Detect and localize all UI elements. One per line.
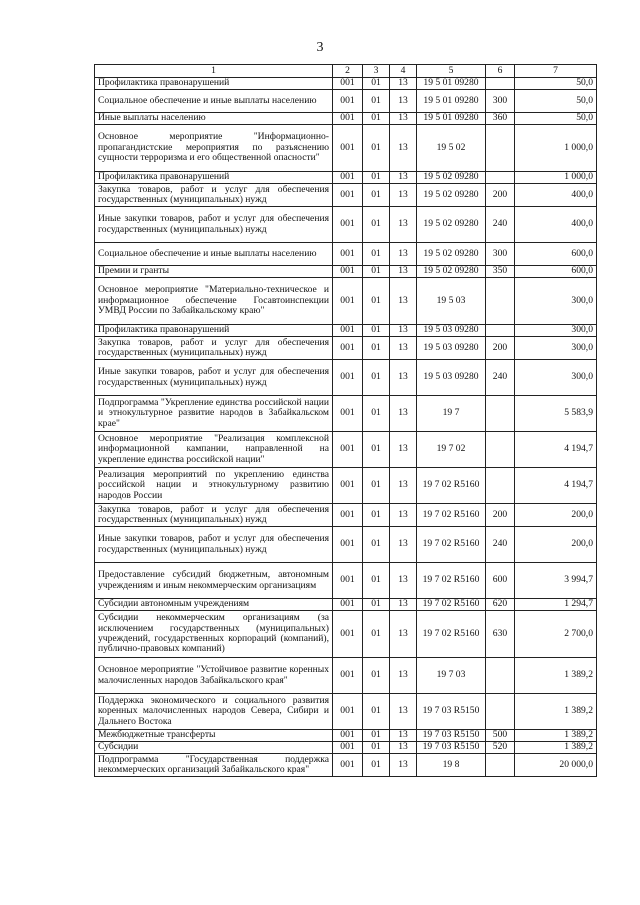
subsection-cell: 13: [390, 184, 417, 207]
table-row: [95, 184, 597, 207]
subsection-cell: 13: [390, 527, 417, 563]
amount-cell: 5 583,9: [515, 396, 597, 432]
section-cell: 01: [363, 599, 390, 611]
expense-type-cell: 620: [486, 599, 515, 611]
row-name-cell: Основное мероприятие "Материально-техническое и информационное обеспечение Госавтоинспекции УМВД России по Забайкальскому краю": [95, 278, 333, 325]
section-cell: 01: [363, 694, 390, 730]
header-cell: 4: [390, 65, 417, 78]
target-article-cell: 19 5 03 09280: [417, 325, 486, 337]
subsection-cell: 13: [390, 172, 417, 184]
subsection-cell: 13: [390, 563, 417, 599]
target-article-cell: 19 5 01 09280: [417, 78, 486, 90]
target-article-cell: 19 7 02 R5160: [417, 468, 486, 504]
row-name-cell: Закупка товаров, работ и услуг для обеспечения государственных (муниципальных) нужд: [95, 504, 333, 527]
target-article-cell: 19 7 03 R5150: [417, 730, 486, 742]
table-row: [95, 337, 597, 360]
expense-type-cell: 350: [486, 266, 515, 278]
code-cell: 001: [333, 266, 363, 278]
subsection-cell: 13: [390, 78, 417, 90]
table-row: [95, 125, 597, 172]
code-cell: 001: [333, 113, 363, 125]
amount-cell: 50,0: [515, 78, 597, 90]
row-name-cell: Закупка товаров, работ и услуг для обеспечения государственных (муниципальных) нужд: [95, 184, 333, 207]
table-row: [95, 694, 597, 730]
section-cell: 01: [363, 113, 390, 125]
expense-type-cell: [486, 325, 515, 337]
code-cell: 001: [333, 694, 363, 730]
table-row: [95, 266, 597, 278]
code-cell: 001: [333, 78, 363, 90]
target-article-cell: 19 5 02 09280: [417, 172, 486, 184]
table-row: [95, 207, 597, 243]
row-name-cell: Субсидии автономным учреждениям: [95, 599, 333, 611]
table-row: [95, 90, 597, 113]
table-header-row: [95, 65, 597, 78]
section-cell: 01: [363, 172, 390, 184]
code-cell: 001: [333, 599, 363, 611]
amount-cell: 1 294,7: [515, 599, 597, 611]
row-name-cell: Основное мероприятие "Информационно-пропагандистские мероприятия по разъяснению сущности терроризма и его общественной опасности": [95, 125, 333, 172]
subsection-cell: 13: [390, 125, 417, 172]
expense-type-cell: [486, 125, 515, 172]
row-name-cell: Социальное обеспечение и иные выплаты населению: [95, 90, 333, 113]
subsection-cell: 13: [390, 754, 417, 777]
amount-cell: 400,0: [515, 207, 597, 243]
subsection-cell: 13: [390, 468, 417, 504]
subsection-cell: 13: [390, 432, 417, 468]
expense-type-cell: [486, 396, 515, 432]
section-cell: 01: [363, 360, 390, 396]
row-name-cell: Субсидии некоммерческим организациям (за исключением государственных (муниципальных) учреждений, государственных корпораций (компаний), публично-правовых компаний): [95, 611, 333, 658]
row-name-cell: Закупка товаров, работ и услуг для обеспечения государственных (муниципальных) нужд: [95, 337, 333, 360]
table-row: [95, 113, 597, 125]
subsection-cell: 13: [390, 504, 417, 527]
section-cell: 01: [363, 396, 390, 432]
table-row: [95, 730, 597, 742]
subsection-cell: 13: [390, 730, 417, 742]
target-article-cell: 19 5 03 09280: [417, 360, 486, 396]
code-cell: 001: [333, 337, 363, 360]
section-cell: 01: [363, 78, 390, 90]
amount-cell: 1 000,0: [515, 125, 597, 172]
row-name-cell: Иные закупки товаров, работ и услуг для обеспечения государственных (муниципальных) нужд: [95, 207, 333, 243]
target-article-cell: 19 7 02 R5160: [417, 611, 486, 658]
page-number: 3: [316, 40, 324, 55]
table-row: [95, 742, 597, 754]
section-cell: 01: [363, 278, 390, 325]
code-cell: 001: [333, 563, 363, 599]
amount-cell: 600,0: [515, 243, 597, 266]
code-cell: 001: [333, 468, 363, 504]
row-name-cell: Подпрограмма "Укрепление единства российской нации и этнокультурное развитие народов в Забайкальском крае": [95, 396, 333, 432]
amount-cell: 20 000,0: [515, 754, 597, 777]
section-cell: 01: [363, 184, 390, 207]
code-cell: 001: [333, 207, 363, 243]
subsection-cell: 13: [390, 113, 417, 125]
target-article-cell: 19 5 02 09280: [417, 184, 486, 207]
subsection-cell: 13: [390, 243, 417, 266]
table-row: [95, 504, 597, 527]
amount-cell: 4 194,7: [515, 468, 597, 504]
row-name-cell: Профилактика правонарушений: [95, 172, 333, 184]
amount-cell: 1 389,2: [515, 742, 597, 754]
expense-type-cell: 360: [486, 113, 515, 125]
section-cell: 01: [363, 527, 390, 563]
header-cell: 1: [95, 65, 333, 78]
amount-cell: 1 389,2: [515, 730, 597, 742]
amount-cell: 50,0: [515, 90, 597, 113]
target-article-cell: 19 7 02 R5160: [417, 504, 486, 527]
amount-cell: 1 000,0: [515, 172, 597, 184]
amount-cell: 1 389,2: [515, 658, 597, 694]
expense-type-cell: [486, 658, 515, 694]
code-cell: 001: [333, 742, 363, 754]
subsection-cell: 13: [390, 694, 417, 730]
subsection-cell: 13: [390, 742, 417, 754]
table-row: [95, 360, 597, 396]
section-cell: 01: [363, 207, 390, 243]
table-row: [95, 325, 597, 337]
row-name-cell: Подпрограмма "Государственная поддержка некоммерческих организаций Забайкальского края": [95, 754, 333, 777]
amount-cell: 300,0: [515, 278, 597, 325]
target-article-cell: 19 8: [417, 754, 486, 777]
row-name-cell: Основное мероприятие "Устойчивое развитие коренных малочисленных народов Забайкальского края": [95, 658, 333, 694]
expense-type-cell: 600: [486, 563, 515, 599]
expense-type-cell: 520: [486, 742, 515, 754]
expense-type-cell: 240: [486, 360, 515, 396]
subsection-cell: 13: [390, 658, 417, 694]
code-cell: 001: [333, 325, 363, 337]
subsection-cell: 13: [390, 396, 417, 432]
code-cell: 001: [333, 396, 363, 432]
code-cell: 001: [333, 125, 363, 172]
expense-type-cell: 630: [486, 611, 515, 658]
section-cell: 01: [363, 563, 390, 599]
target-article-cell: 19 5 01 09280: [417, 90, 486, 113]
section-cell: 01: [363, 658, 390, 694]
expense-type-cell: [486, 754, 515, 777]
section-cell: 01: [363, 742, 390, 754]
section-cell: 01: [363, 611, 390, 658]
subsection-cell: 13: [390, 90, 417, 113]
table-row: [95, 78, 597, 90]
header-cell: 3: [363, 65, 390, 78]
subsection-cell: 13: [390, 599, 417, 611]
target-article-cell: 19 7: [417, 396, 486, 432]
amount-cell: 200,0: [515, 504, 597, 527]
table-row: [95, 396, 597, 432]
row-name-cell: Профилактика правонарушений: [95, 325, 333, 337]
table-row: [95, 432, 597, 468]
code-cell: 001: [333, 730, 363, 742]
target-article-cell: 19 5 02 09280: [417, 207, 486, 243]
target-article-cell: 19 5 03 09280: [417, 337, 486, 360]
amount-cell: 200,0: [515, 527, 597, 563]
expense-type-cell: [486, 468, 515, 504]
target-article-cell: 19 5 02 09280: [417, 266, 486, 278]
subsection-cell: 13: [390, 278, 417, 325]
amount-cell: 4 194,7: [515, 432, 597, 468]
table-row: [95, 754, 597, 777]
target-article-cell: 19 5 02: [417, 125, 486, 172]
table-row: [95, 278, 597, 325]
code-cell: 001: [333, 658, 363, 694]
expense-type-cell: 240: [486, 527, 515, 563]
code-cell: 001: [333, 611, 363, 658]
code-cell: 001: [333, 360, 363, 396]
expense-type-cell: 200: [486, 504, 515, 527]
amount-cell: 2 700,0: [515, 611, 597, 658]
expense-type-cell: [486, 694, 515, 730]
table-row: [95, 243, 597, 266]
budget-table: [94, 64, 597, 777]
expense-type-cell: 300: [486, 243, 515, 266]
amount-cell: 300,0: [515, 360, 597, 396]
target-article-cell: 19 5 02 09280: [417, 243, 486, 266]
header-cell: 6: [486, 65, 515, 78]
row-name-cell: Профилактика правонарушений: [95, 78, 333, 90]
target-article-cell: 19 7 02 R5160: [417, 563, 486, 599]
section-cell: 01: [363, 754, 390, 777]
section-cell: 01: [363, 90, 390, 113]
row-name-cell: Основное мероприятие "Реализация комплексной информационной кампании, направленной на укрепление единства российской нации": [95, 432, 333, 468]
subsection-cell: 13: [390, 325, 417, 337]
target-article-cell: 19 5 01 09280: [417, 113, 486, 125]
subsection-cell: 13: [390, 266, 417, 278]
section-cell: 01: [363, 337, 390, 360]
expense-type-cell: [486, 172, 515, 184]
subsection-cell: 13: [390, 207, 417, 243]
header-cell: 7: [515, 65, 597, 78]
section-cell: 01: [363, 325, 390, 337]
table-row: [95, 172, 597, 184]
section-cell: 01: [363, 432, 390, 468]
row-name-cell: Поддержка экономического и социального развития коренных малочисленных народов Севера, Сибири и Дальнего Востока: [95, 694, 333, 730]
amount-cell: 600,0: [515, 266, 597, 278]
code-cell: 001: [333, 184, 363, 207]
row-name-cell: Реализация мероприятий по укреплению единства российской нации и этнокультурному развитию народов России: [95, 468, 333, 504]
section-cell: 01: [363, 125, 390, 172]
expense-type-cell: 240: [486, 207, 515, 243]
header-cell: 5: [417, 65, 486, 78]
subsection-cell: 13: [390, 337, 417, 360]
expense-type-cell: 500: [486, 730, 515, 742]
code-cell: 001: [333, 243, 363, 266]
row-name-cell: Социальное обеспечение и иные выплаты населению: [95, 243, 333, 266]
expense-type-cell: 300: [486, 90, 515, 113]
row-name-cell: Премии и гранты: [95, 266, 333, 278]
section-cell: 01: [363, 243, 390, 266]
amount-cell: 50,0: [515, 113, 597, 125]
code-cell: 001: [333, 432, 363, 468]
amount-cell: 1 389,2: [515, 694, 597, 730]
row-name-cell: Иные закупки товаров, работ и услуг для обеспечения государственных (муниципальных) нужд: [95, 527, 333, 563]
code-cell: 001: [333, 172, 363, 184]
section-cell: 01: [363, 730, 390, 742]
amount-cell: 400,0: [515, 184, 597, 207]
target-article-cell: 19 7 03 R5150: [417, 694, 486, 730]
table-row: [95, 527, 597, 563]
table-row: [95, 599, 597, 611]
amount-cell: 300,0: [515, 337, 597, 360]
section-cell: 01: [363, 504, 390, 527]
target-article-cell: 19 7 03: [417, 658, 486, 694]
target-article-cell: 19 7 02: [417, 432, 486, 468]
code-cell: 001: [333, 504, 363, 527]
header-cell: 2: [333, 65, 363, 78]
table-row: [95, 563, 597, 599]
expense-type-cell: [486, 278, 515, 325]
amount-cell: 300,0: [515, 325, 597, 337]
expense-type-cell: [486, 78, 515, 90]
row-name-cell: Иные выплаты населению: [95, 113, 333, 125]
table-row: [95, 658, 597, 694]
row-name-cell: Субсидии: [95, 742, 333, 754]
amount-cell: 3 994,7: [515, 563, 597, 599]
target-article-cell: 19 5 03: [417, 278, 486, 325]
row-name-cell: Межбюджетные трансферты: [95, 730, 333, 742]
code-cell: 001: [333, 754, 363, 777]
code-cell: 001: [333, 527, 363, 563]
target-article-cell: 19 7 03 R5150: [417, 742, 486, 754]
code-cell: 001: [333, 278, 363, 325]
row-name-cell: Иные закупки товаров, работ и услуг для обеспечения государственных (муниципальных) нужд: [95, 360, 333, 396]
table-row: [95, 468, 597, 504]
row-name-cell: Предоставление субсидий бюджетным, автономным учреждениям и иным некоммерческим организациям: [95, 563, 333, 599]
section-cell: 01: [363, 468, 390, 504]
expense-type-cell: 200: [486, 337, 515, 360]
table-row: [95, 611, 597, 658]
code-cell: 001: [333, 90, 363, 113]
expense-type-cell: [486, 432, 515, 468]
section-cell: 01: [363, 266, 390, 278]
target-article-cell: 19 7 02 R5160: [417, 527, 486, 563]
subsection-cell: 13: [390, 360, 417, 396]
subsection-cell: 13: [390, 611, 417, 658]
expense-type-cell: 200: [486, 184, 515, 207]
target-article-cell: 19 7 02 R5160: [417, 599, 486, 611]
